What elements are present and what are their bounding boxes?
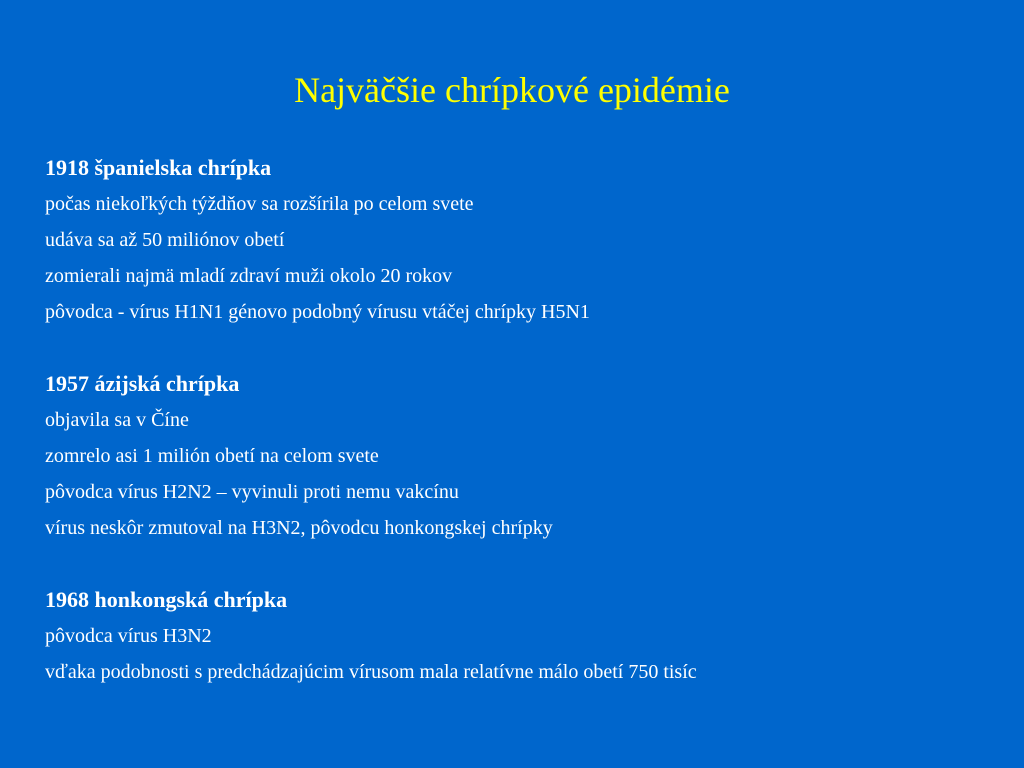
section-1957 <box>45 366 985 546</box>
section-line: udáva sa až 50 miliónov obetí <box>45 229 285 251</box>
section-line: zomierali najmä mladí zdraví muži okolo 20 rokov <box>45 265 453 287</box>
section-line: objavila sa v Číne <box>45 409 189 431</box>
section-line: pôvodca - vírus H1N1 génovo podobný vírusu vtáčej chrípky H5N1 <box>45 301 590 323</box>
section-1968 <box>45 582 985 690</box>
section-line: pôvodca vírus H2N2 – vyvinuli proti nemu vakcínu <box>45 481 459 503</box>
section-line: pôvodca vírus H3N2 <box>45 625 212 647</box>
section-line: vírus neskôr zmutoval na H3N2, pôvodcu honkongskej chrípky <box>45 517 553 539</box>
section-line: vďaka podobnosti s predchádzajúcim vírusom mala relatívne málo obetí 750 tisíc <box>45 661 697 683</box>
slide-title: Najväčšie chrípkové epidémie <box>294 70 730 110</box>
section-1918 <box>45 150 985 330</box>
slide-body <box>45 150 985 690</box>
section-heading: 1957 ázijská chrípka <box>45 371 240 396</box>
section-heading: 1968 honkongská chrípka <box>45 587 288 612</box>
section-heading: 1918 španielska chrípka <box>45 155 272 180</box>
section-line: počas niekoľkých týždňov sa rozšírila po celom svete <box>45 193 474 215</box>
section-line: zomrelo asi 1 milión obetí na celom svete <box>45 445 379 467</box>
